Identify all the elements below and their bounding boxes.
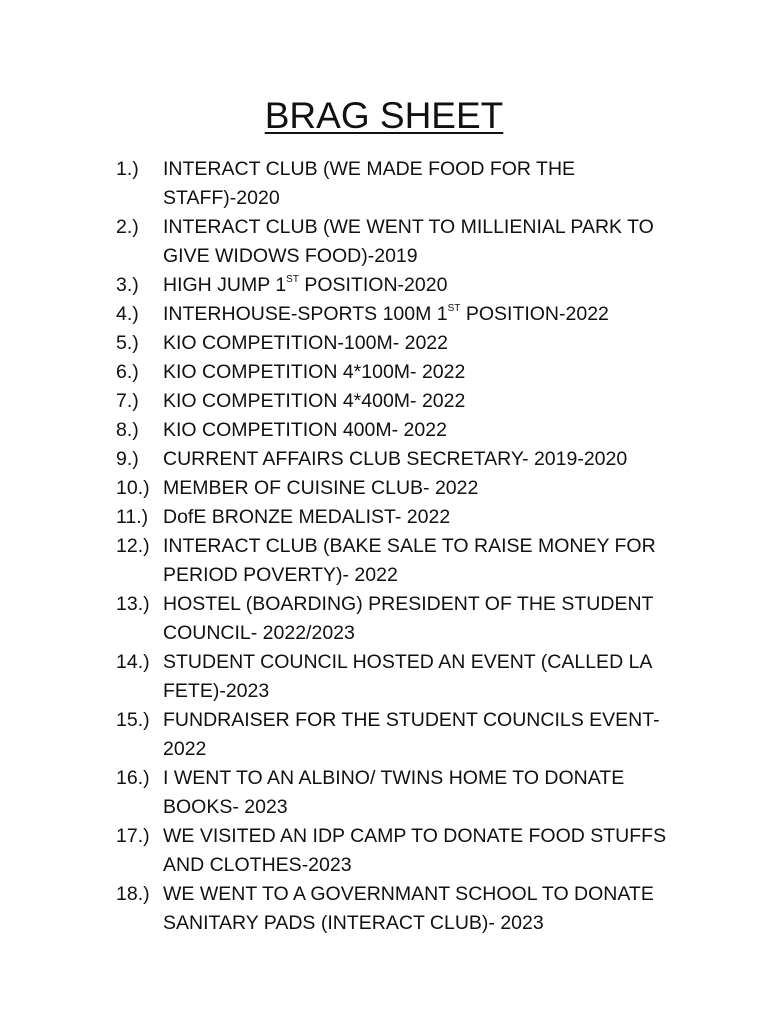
list-item-text [163,445,676,474]
list-item [116,329,676,358]
list-item-text [163,271,676,300]
list-item [116,822,676,880]
list-item [116,503,676,532]
list-item-text [163,300,676,329]
list-item [116,474,676,503]
list-item-text-part: WE VISITED AN IDP CAMP TO DONATE FOOD STUFFS AND CLOTHES-2023 [163,825,667,876]
list-item-text [163,822,676,880]
list-item [116,764,676,822]
ordinal-suffix: ST [447,302,461,314]
list-item-text-part: I WENT TO AN ALBINO/ TWINS HOME TO DONATE BOOKS- 2023 [163,767,625,818]
list-item-text-part: POSITION-2022 [460,303,609,325]
list-item-text [163,706,676,764]
list-item [116,300,676,329]
list-item-text [163,155,676,213]
list-item-number: 4.) [116,303,139,325]
list-item-number: 12.) [116,535,150,557]
list-item [116,416,676,445]
list-item-text-part: FUNDRAISER FOR THE STUDENT COUNCILS EVENT-2022 [163,709,660,760]
list-item-text [163,474,676,503]
list-item-number: 7.) [116,390,139,412]
list-item-text [163,764,676,822]
list-item [116,590,676,648]
list-item-number: 6.) [116,361,139,383]
ordinal-suffix: ST [286,273,299,285]
list-item-number: 1.) [116,158,139,180]
list-item-text [163,648,676,706]
list-item-number: 8.) [116,419,139,441]
list-item-number: 15.) [116,709,150,731]
list-item-text-part: KIO COMPETITION-100M- 2022 [163,332,448,354]
list-item-text-part: POSITION-2020 [298,274,448,296]
list-item-number: 11.) [116,506,149,528]
list-item [116,532,676,590]
list-item-text-part: HIGH JUMP 1 [163,274,287,296]
list-item-text-part: KIO COMPETITION 4*100M- 2022 [163,361,466,383]
list-item-text-part: INTERACT CLUB (WE MADE FOOD FOR THE STAFF)-2020 [163,158,576,209]
brag-list [116,155,676,938]
list-item-number: 10.) [116,477,150,499]
list-item-text-part: INTERACT CLUB (WE WENT TO MILLIENIAL PARK TO GIVE WIDOWS FOOD)-2019 [163,216,654,267]
list-item-text-part: MEMBER OF CUISINE CLUB- 2022 [163,477,479,499]
list-item-text [163,213,676,271]
list-item-number: 3.) [116,274,139,296]
list-item-text-part: HOSTEL (BOARDING) PRESIDENT OF THE STUDENT COUNCIL- 2022/2023 [163,593,654,644]
list-item-number: 2.) [116,216,139,238]
list-item-text [163,503,676,532]
list-item-number: 17.) [116,825,150,847]
list-item-text [163,532,676,590]
list-item-text [163,329,676,358]
list-item-text [163,590,676,648]
list-item-text-part: CURRENT AFFAIRS CLUB SECRETARY- 2019-2020 [163,448,628,470]
list-item [116,271,676,300]
list-item-number: 16.) [116,767,150,789]
list-item-text [163,387,676,416]
list-item [116,706,676,764]
list-item-number: 5.) [116,332,139,354]
list-item-number: 14.) [116,651,150,673]
list-item-text-part: WE WENT TO A GOVERNMANT SCHOOL TO DONATE SANITARY PADS (INTERACT CLUB)- 2023 [163,883,654,934]
list-item-text [163,416,676,445]
list-item [116,445,676,474]
list-item-text-part: DofE BRONZE MEDALIST- 2022 [163,506,451,528]
list-item-number: 13.) [116,593,150,615]
list-item [116,155,676,213]
list-item-text-part: KIO COMPETITION 400M- 2022 [163,419,447,441]
list-item-text [163,880,676,938]
list-item-text [163,358,676,387]
list-item-text-part: STUDENT COUNCIL HOSTED AN EVENT (CALLED LA FETE)-2023 [163,651,652,702]
list-item-text-part: INTERACT CLUB (BAKE SALE TO RAISE MONEY FOR PERIOD POVERTY)- 2022 [163,535,656,586]
list-item [116,880,676,938]
list-item-number: 9.) [116,448,139,470]
list-item-text-part: INTERHOUSE-SPORTS 100M 1 [163,303,448,325]
list-item [116,358,676,387]
list-item [116,648,676,706]
list-item [116,213,676,271]
list-item-number: 18.) [116,883,150,905]
list-item [116,387,676,416]
list-item-text-part: KIO COMPETITION 4*400M- 2022 [163,390,466,412]
document-title: BRAG SHEET [264,95,504,136]
